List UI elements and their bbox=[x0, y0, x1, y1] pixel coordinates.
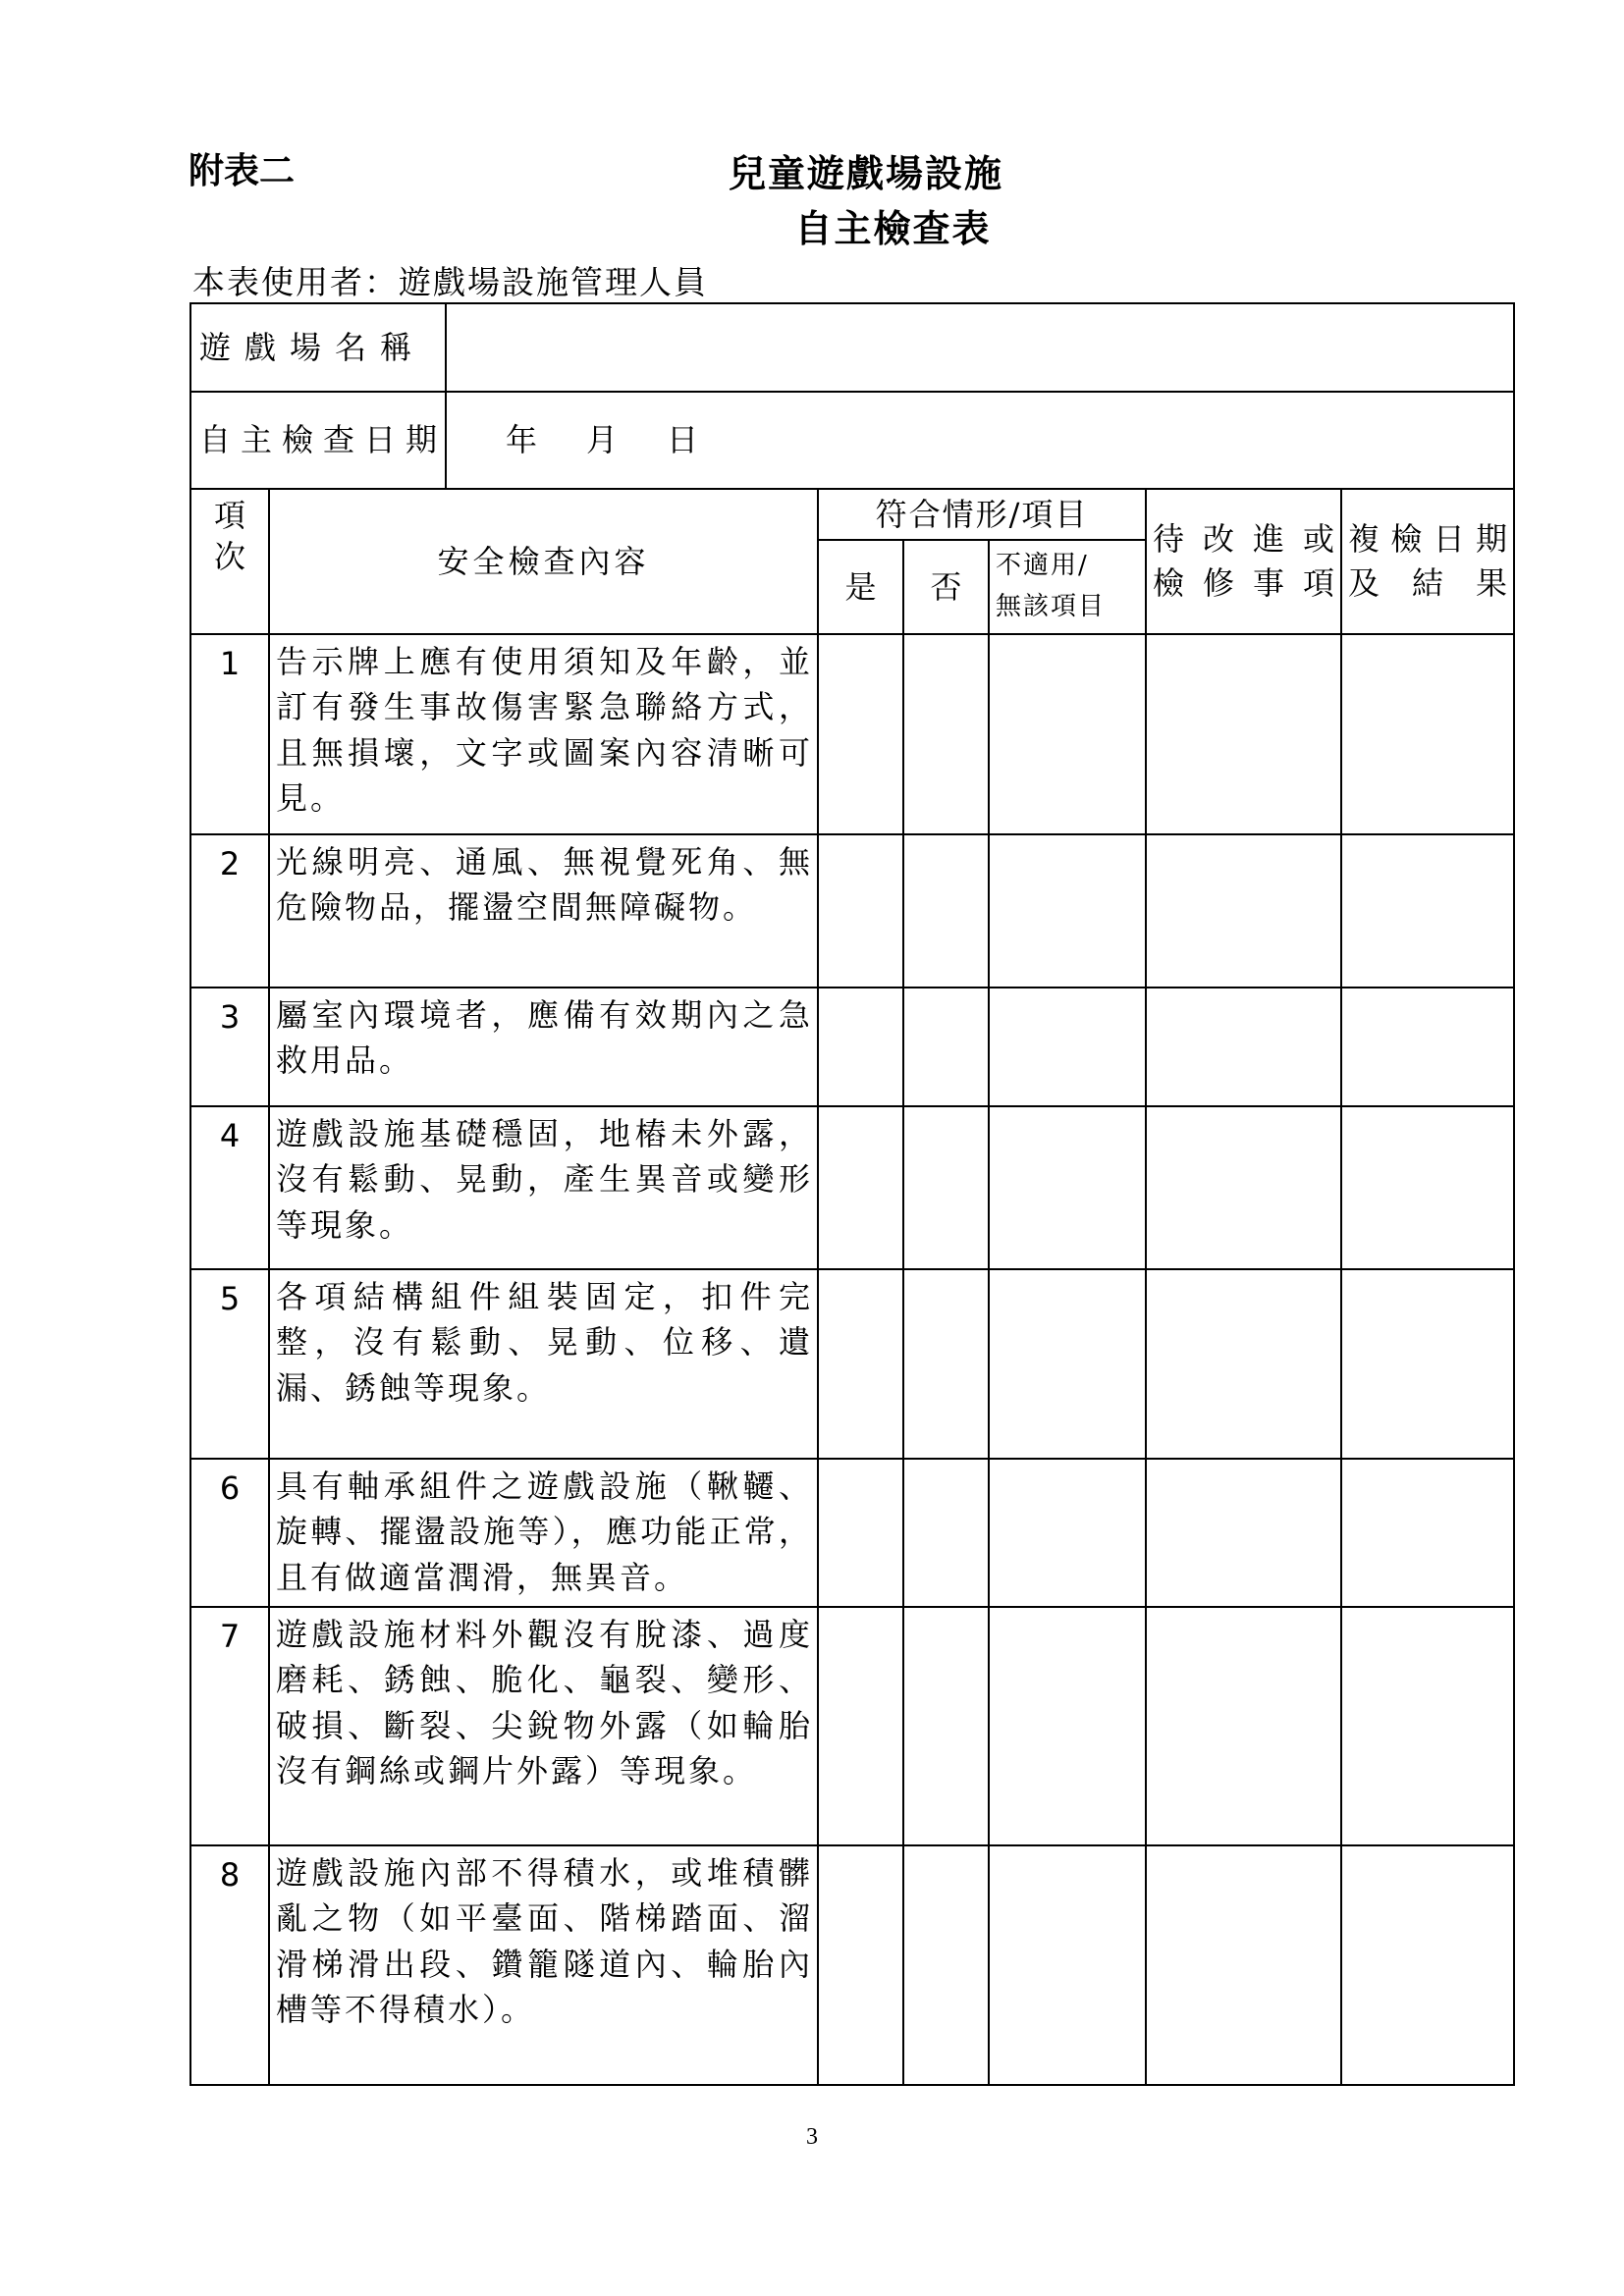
item-number: 1 bbox=[190, 634, 269, 834]
playground-name-field[interactable] bbox=[446, 303, 1514, 392]
table-row bbox=[190, 1106, 1514, 1269]
yes-check-cell[interactable] bbox=[818, 1607, 903, 1845]
na-check-cell[interactable] bbox=[989, 1106, 1146, 1269]
item-number: 6 bbox=[190, 1459, 269, 1607]
yes-check-cell[interactable] bbox=[818, 1269, 903, 1459]
page-number: 3 bbox=[806, 2124, 818, 2150]
col-index-header: 項次 bbox=[190, 489, 269, 634]
improve-cell[interactable] bbox=[1146, 634, 1341, 834]
na-check-cell[interactable] bbox=[989, 1607, 1146, 1845]
improve-cell[interactable] bbox=[1146, 1106, 1341, 1269]
item-number: 7 bbox=[190, 1607, 269, 1845]
item-text: 具有軸承組件之遊戲設施（鞦韆、旋轉、擺盪設施等），應功能正常，且有做適當潤滑，無異音。 bbox=[269, 1459, 818, 1607]
col-compliance-header: 符合情形/項目 bbox=[818, 489, 1146, 540]
item-text: 遊戲設施材料外觀沒有脫漆、過度磨耗、銹蝕、脆化、龜裂、變形、破損、斷裂、尖銳物外露（如輪胎沒有鋼絲或鋼片外露）等現象。 bbox=[269, 1607, 818, 1845]
table-row bbox=[190, 1269, 1514, 1459]
date-month-label: 月 bbox=[586, 421, 619, 459]
improve-cell[interactable] bbox=[1146, 1269, 1341, 1459]
form-subtitle: 自主檢查表 bbox=[794, 207, 992, 250]
item-text: 屬室內環境者，應備有效期內之急救用品。 bbox=[269, 988, 818, 1106]
col-no-header: 否 bbox=[903, 540, 989, 634]
recheck-cell[interactable] bbox=[1341, 1459, 1514, 1607]
recheck-cell[interactable] bbox=[1341, 1106, 1514, 1269]
item-text: 告示牌上應有使用須知及年齡，並訂有發生事故傷害緊急聯絡方式，且無損壞，文字或圖案內容清晰可見。 bbox=[269, 634, 818, 834]
improve-cell[interactable] bbox=[1146, 1845, 1341, 2085]
na-check-cell[interactable] bbox=[989, 988, 1146, 1106]
table-row bbox=[190, 988, 1514, 1106]
no-check-cell[interactable] bbox=[903, 1607, 989, 1845]
item-text: 光線明亮、通風、無視覺死角、無危險物品，擺盪空間無障礙物。 bbox=[269, 834, 818, 988]
annex-label: 附表二 bbox=[189, 151, 296, 191]
table-row bbox=[190, 834, 1514, 988]
item-text: 各項結構組件組裝固定，扣件完整，沒有鬆動、晃動、位移、遺漏、銹蝕等現象。 bbox=[269, 1269, 818, 1459]
playground-name-label: 遊戲場名稱 bbox=[190, 303, 446, 392]
yes-check-cell[interactable] bbox=[818, 1459, 903, 1607]
form-title: 兒童遊戲場設施 bbox=[728, 152, 1003, 195]
no-check-cell[interactable] bbox=[903, 634, 989, 834]
item-text: 遊戲設施基礎穩固，地樁未外露，沒有鬆動、晃動，產生異音或變形等現象。 bbox=[269, 1106, 818, 1269]
inspection-table bbox=[189, 302, 1515, 2086]
recheck-cell[interactable] bbox=[1341, 1845, 1514, 2085]
date-day-label: 日 bbox=[667, 421, 699, 459]
col-recheck-header: 複檢日期 及結果 bbox=[1341, 489, 1514, 634]
table-row bbox=[190, 1607, 1514, 1845]
check-date-label: 自主檢查日期 bbox=[190, 392, 446, 489]
date-year-label: 年 bbox=[506, 421, 538, 459]
improve-cell[interactable] bbox=[1146, 1459, 1341, 1607]
na-check-cell[interactable] bbox=[989, 834, 1146, 988]
yes-check-cell[interactable] bbox=[818, 988, 903, 1106]
no-check-cell[interactable] bbox=[903, 834, 989, 988]
yes-check-cell[interactable] bbox=[818, 1845, 903, 2085]
improve-cell[interactable] bbox=[1146, 834, 1341, 988]
no-check-cell[interactable] bbox=[903, 1459, 989, 1607]
intended-user-line: 本表使用者：遊戲場設施管理人員 bbox=[192, 263, 708, 301]
item-text: 遊戲設施內部不得積水，或堆積髒亂之物（如平臺面、階梯踏面、溜滑梯滑出段、鑽籠隧道內、輪胎內槽等不得積水）。 bbox=[269, 1845, 818, 2085]
na-check-cell[interactable] bbox=[989, 1845, 1146, 2085]
yes-check-cell[interactable] bbox=[818, 634, 903, 834]
col-na-header: 不適用/ 無該項目 bbox=[989, 540, 1146, 634]
no-check-cell[interactable] bbox=[903, 1106, 989, 1269]
table-row bbox=[190, 634, 1514, 834]
table-row bbox=[190, 1845, 1514, 2085]
improve-cell[interactable] bbox=[1146, 1607, 1341, 1845]
recheck-cell[interactable] bbox=[1341, 1607, 1514, 1845]
check-date-field[interactable] bbox=[446, 392, 1514, 489]
na-check-cell[interactable] bbox=[989, 1269, 1146, 1459]
recheck-cell[interactable] bbox=[1341, 634, 1514, 834]
yes-check-cell[interactable] bbox=[818, 1106, 903, 1269]
table-row bbox=[190, 1459, 1514, 1607]
na-check-cell[interactable] bbox=[989, 634, 1146, 834]
no-check-cell[interactable] bbox=[903, 1269, 989, 1459]
col-improve-header: 待改進或 檢修事項 bbox=[1146, 489, 1341, 634]
recheck-cell[interactable] bbox=[1341, 988, 1514, 1106]
recheck-cell[interactable] bbox=[1341, 834, 1514, 988]
item-number: 3 bbox=[190, 988, 269, 1106]
col-content-header: 安全檢查內容 bbox=[269, 489, 818, 634]
item-number: 8 bbox=[190, 1845, 269, 2085]
item-number: 5 bbox=[190, 1269, 269, 1459]
recheck-cell[interactable] bbox=[1341, 1269, 1514, 1459]
no-check-cell[interactable] bbox=[903, 1845, 989, 2085]
item-number: 4 bbox=[190, 1106, 269, 1269]
item-number: 2 bbox=[190, 834, 269, 988]
no-check-cell[interactable] bbox=[903, 988, 989, 1106]
na-check-cell[interactable] bbox=[989, 1459, 1146, 1607]
improve-cell[interactable] bbox=[1146, 988, 1341, 1106]
col-yes-header: 是 bbox=[818, 540, 903, 634]
yes-check-cell[interactable] bbox=[818, 834, 903, 988]
